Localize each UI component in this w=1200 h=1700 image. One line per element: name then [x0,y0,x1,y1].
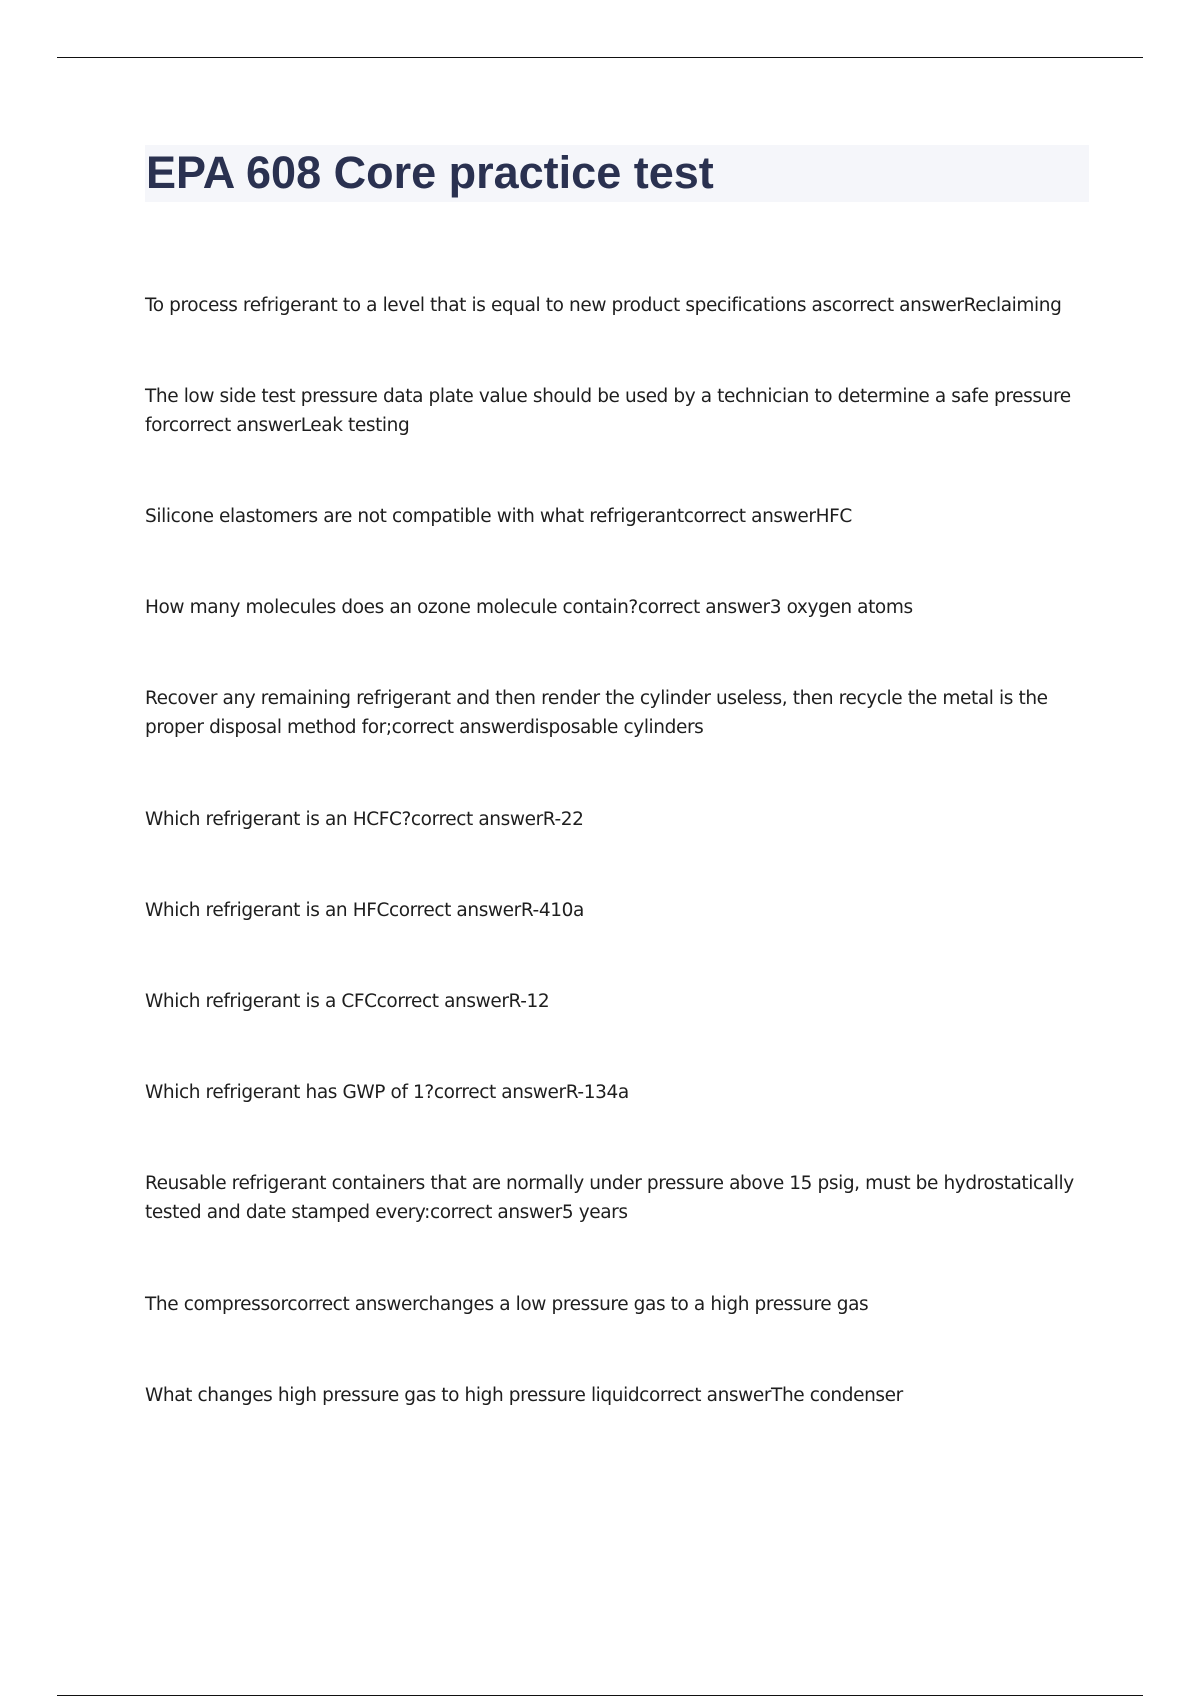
qa-item: The low side test pressure data plate value should be used by a technician to determine a safe pressure forcorrect answerLeak testing [145,386,1071,436]
qa-item: Which refrigerant is an HCFC?correct answerR-22 [145,809,584,830]
qa-item: How many molecules does an ozone molecule contain?correct answer3 oxygen atoms [145,597,913,618]
qa-item: Which refrigerant is a CFCcorrect answerR-12 [145,991,550,1012]
qa-item: Which refrigerant is an HFCcorrect answerR-410a [145,900,584,921]
qa-item: To process refrigerant to a level that is equal to new product specifications ascorrect answerReclaiming [145,295,1062,316]
qa-item: What changes high pressure gas to high pressure liquidcorrect answerThe condenser [145,1385,903,1406]
qa-item: Silicone elastomers are not compatible with what refrigerantcorrect answerHFC [145,506,852,527]
header-rule [57,57,1143,58]
qa-item: Recover any remaining refrigerant and then render the cylinder useless, then recycle the metal is the proper disposal method for;correct answerdisposable cylinders [145,688,1048,738]
qa-item: Reusable refrigerant containers that are normally under pressure above 15 psig, must be hydrostatically tested and date stamped every:correct answer5 years [145,1173,1074,1223]
page-title: EPA 608 Core practice test [146,147,714,198]
qa-item: Which refrigerant has GWP of 1?correct answerR-134a [145,1082,629,1103]
qa-item: The compressorcorrect answerchanges a low pressure gas to a high pressure gas [145,1294,869,1315]
footer-rule [57,1695,1143,1696]
